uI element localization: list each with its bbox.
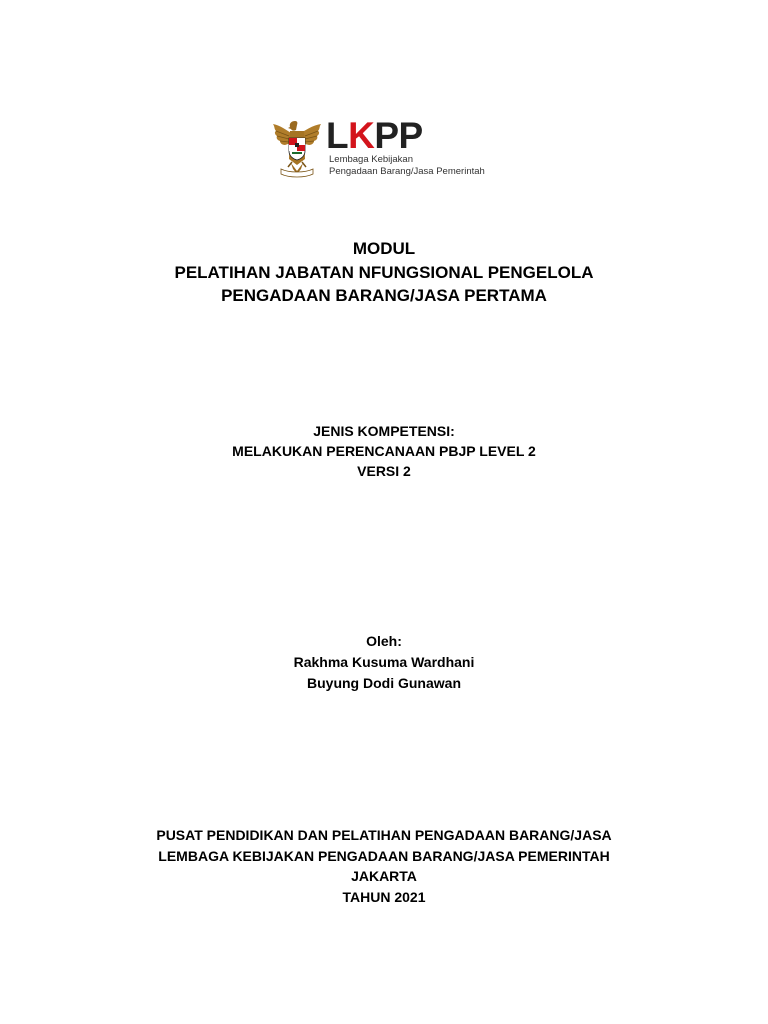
lkpp-subtitle-line1: Lembaga Kebijakan: [329, 154, 413, 165]
competency-label: JENIS KOMPETENSI:: [313, 423, 455, 439]
authors-label: Oleh:: [366, 633, 402, 649]
title-line-1: MODUL: [352, 239, 416, 258]
title-line-3: PENGADAAN BARANG/JASA PERTAMA: [221, 286, 547, 305]
institution-section: [0, 825, 768, 907]
document-title: [0, 237, 768, 308]
garuda-pancasila-icon: [271, 119, 323, 179]
institution-city: JAKARTA: [351, 868, 417, 884]
lkpp-logo: [268, 115, 493, 183]
author-name: Rakhma Kusuma Wardhani: [293, 654, 475, 670]
brand-letters-pp: PP: [374, 115, 423, 156]
institution-line-2: LEMBAGA KEBIJAKAN PENGADAAN BARANG/JASA PEMERINTAH: [158, 847, 610, 864]
institution-year: TAHUN 2021: [342, 888, 426, 905]
lkpp-brand-letters: [326, 117, 423, 155]
lkpp-wordmark: [326, 115, 491, 183]
competency-version: VERSI 2: [357, 463, 411, 479]
author-name: Buyung Dodi Gunawan: [307, 675, 461, 691]
competency-name: MELAKUKAN PERENCANAAN PBJP LEVEL 2: [232, 443, 536, 459]
competency-section: [0, 421, 768, 481]
lkpp-subtitle: [329, 154, 485, 178]
brand-letter-k: K: [348, 115, 375, 156]
institution-line-1: PUSAT PENDIDIKAN DAN PELATIHAN PENGADAAN BARANG/JASA: [156, 827, 612, 843]
lkpp-subtitle-line2: Pengadaan Barang/Jasa Pemerintah: [329, 166, 485, 177]
brand-letter-l: L: [326, 115, 349, 156]
title-line-2: PELATIHAN JABATAN NFUNGSIONAL PENGELOLA: [174, 262, 594, 282]
authors-section: [0, 631, 768, 694]
